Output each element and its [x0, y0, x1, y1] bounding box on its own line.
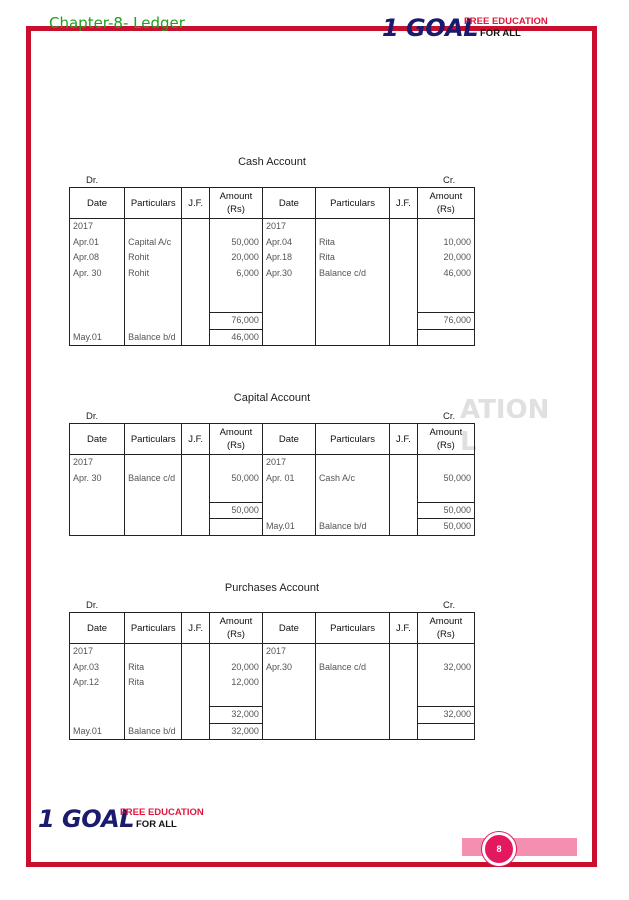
jf-cell [182, 519, 210, 536]
amount-cell [417, 329, 474, 346]
brand-name: 1 GOAL [38, 805, 135, 833]
ledger-row [70, 691, 475, 707]
date-cell: 2017 [70, 644, 125, 660]
date-cell: 2017 [262, 455, 315, 471]
particulars-cell [125, 519, 182, 536]
particulars-cell [125, 455, 182, 471]
amount-cell [209, 519, 262, 536]
date-cell [70, 313, 125, 330]
jf-cell [182, 266, 210, 282]
particulars-cell: Rohit [125, 250, 182, 266]
credit-label: Cr. [443, 175, 456, 186]
particulars-cell: Balance c/d [315, 660, 389, 676]
jf-cell [182, 313, 210, 330]
jf-cell [182, 329, 210, 346]
jf-cell [182, 502, 210, 519]
watermark-line-1: ATION [460, 395, 550, 425]
amount-cell [417, 486, 474, 502]
particulars-cell [315, 644, 389, 660]
column-header: Amount (Rs) [417, 613, 474, 644]
particulars-cell: Cash A/c [315, 471, 389, 487]
date-cell: Apr.30 [262, 266, 315, 282]
date-cell: May.01 [70, 329, 125, 346]
amount-cell: 46,000 [417, 266, 474, 282]
debit-label: Dr. [86, 411, 99, 422]
amount-cell: 32,000 [209, 707, 262, 724]
column-header: J.F. [390, 424, 418, 455]
jf-cell [390, 660, 418, 676]
amount-cell: 76,000 [209, 313, 262, 330]
jf-cell [390, 329, 418, 346]
date-cell [70, 297, 125, 313]
column-header: Particulars [315, 613, 389, 644]
ledger-row [70, 219, 475, 235]
jf-cell [182, 219, 210, 235]
date-cell [70, 519, 125, 536]
jf-cell [182, 723, 210, 740]
particulars-cell [125, 281, 182, 297]
particulars-cell [125, 502, 182, 519]
jf-cell [390, 691, 418, 707]
date-cell: 2017 [262, 219, 315, 235]
column-header: Date [262, 613, 315, 644]
particulars-cell [125, 297, 182, 313]
ledger-table [69, 187, 475, 346]
page-number-strip [462, 838, 577, 856]
jf-cell [390, 707, 418, 724]
debit-label: Dr. [86, 175, 99, 186]
particulars-cell [315, 329, 389, 346]
jf-cell [390, 235, 418, 251]
jf-cell [390, 297, 418, 313]
amount-cell [209, 281, 262, 297]
date-cell [262, 313, 315, 330]
particulars-cell: Rita [315, 250, 389, 266]
column-header: Particulars [315, 424, 389, 455]
amount-cell: 20,000 [417, 250, 474, 266]
amount-cell [417, 691, 474, 707]
amount-cell [417, 455, 474, 471]
watermark-line-2: L [460, 427, 477, 457]
column-header: Particulars [125, 188, 182, 219]
date-cell [70, 486, 125, 502]
date-cell: Apr.30 [262, 660, 315, 676]
particulars-cell [315, 723, 389, 740]
ledger-row [70, 723, 475, 740]
brand-name: 1 GOAL [382, 14, 479, 42]
jf-cell [390, 313, 418, 330]
ledger-table [69, 423, 475, 536]
particulars-cell: Balance b/d [125, 723, 182, 740]
particulars-cell: Capital A/c [125, 235, 182, 251]
date-cell: Apr. 30 [70, 471, 125, 487]
amount-cell: 50,000 [209, 502, 262, 519]
account-title: Capital Account [233, 392, 311, 404]
particulars-cell [315, 219, 389, 235]
column-header: Date [262, 424, 315, 455]
column-header: Amount (Rs) [209, 424, 262, 455]
column-header: Particulars [125, 424, 182, 455]
ledger-row [70, 486, 475, 502]
date-cell: May.01 [70, 723, 125, 740]
amount-cell [209, 644, 262, 660]
date-cell: Apr.04 [262, 235, 315, 251]
column-header: Amount (Rs) [209, 188, 262, 219]
ledger-row [70, 675, 475, 691]
particulars-cell [315, 281, 389, 297]
date-cell [262, 502, 315, 519]
brand-tagline-bottom: FOR ALL [136, 819, 177, 830]
particulars-cell [125, 707, 182, 724]
date-cell [70, 707, 125, 724]
page-number-badge: 8 [482, 832, 516, 866]
ledger-table [69, 612, 475, 740]
particulars-cell [315, 675, 389, 691]
ledger-row [70, 297, 475, 313]
amount-cell: 32,000 [417, 660, 474, 676]
amount-cell [209, 455, 262, 471]
amount-cell [209, 219, 262, 235]
jf-cell [182, 644, 210, 660]
particulars-cell: Rita [315, 235, 389, 251]
date-cell: Apr.08 [70, 250, 125, 266]
column-header: J.F. [390, 613, 418, 644]
date-cell [262, 691, 315, 707]
date-cell [262, 707, 315, 724]
jf-cell [182, 250, 210, 266]
ledger-row [70, 235, 475, 251]
brand-tagline-bottom: FOR ALL [480, 28, 521, 39]
jf-cell [182, 455, 210, 471]
particulars-cell [315, 486, 389, 502]
particulars-cell [315, 691, 389, 707]
column-header: Date [70, 188, 125, 219]
column-header: Particulars [125, 613, 182, 644]
brand-tagline-top: FREE EDUCATION [464, 16, 548, 27]
amount-cell [417, 644, 474, 660]
jf-cell [390, 502, 418, 519]
date-cell: Apr. 30 [70, 266, 125, 282]
jf-cell [182, 675, 210, 691]
jf-cell [182, 281, 210, 297]
date-cell: 2017 [70, 219, 125, 235]
particulars-cell [315, 313, 389, 330]
date-cell [70, 502, 125, 519]
jf-cell [182, 660, 210, 676]
ledger-row [70, 266, 475, 282]
ledger-row [70, 250, 475, 266]
amount-cell: 76,000 [417, 313, 474, 330]
particulars-cell [315, 502, 389, 519]
date-cell [262, 281, 315, 297]
date-cell: Apr.03 [70, 660, 125, 676]
jf-cell [390, 486, 418, 502]
jf-cell [390, 219, 418, 235]
amount-cell: 50,000 [417, 502, 474, 519]
brand-tagline-top: FREE EDUCATION [120, 807, 204, 818]
date-cell [70, 281, 125, 297]
column-header: Date [70, 613, 125, 644]
amount-cell [417, 675, 474, 691]
jf-cell [390, 519, 418, 536]
jf-cell [390, 250, 418, 266]
date-cell [262, 675, 315, 691]
column-header: J.F. [182, 613, 210, 644]
date-cell [262, 723, 315, 740]
jf-cell [182, 471, 210, 487]
particulars-cell: Rita [125, 675, 182, 691]
jf-cell [182, 486, 210, 502]
column-header: Amount (Rs) [417, 424, 474, 455]
column-header: Particulars [315, 188, 389, 219]
date-cell [262, 329, 315, 346]
column-header: J.F. [182, 188, 210, 219]
amount-cell [417, 723, 474, 740]
jf-cell [182, 297, 210, 313]
amount-cell [209, 486, 262, 502]
date-cell: 2017 [262, 644, 315, 660]
date-cell: Apr.12 [70, 675, 125, 691]
jf-cell [390, 266, 418, 282]
ledger-row [70, 313, 475, 330]
amount-cell: 20,000 [209, 250, 262, 266]
ledger-row [70, 707, 475, 724]
jf-cell [390, 281, 418, 297]
ledger-row [70, 644, 475, 660]
ledger-row [70, 455, 475, 471]
account-title: Purchases Account [224, 582, 320, 594]
particulars-cell [125, 644, 182, 660]
amount-cell: 32,000 [209, 723, 262, 740]
column-header: Date [70, 424, 125, 455]
credit-label: Cr. [443, 600, 456, 611]
ledger-row [70, 502, 475, 519]
amount-cell: 12,000 [209, 675, 262, 691]
particulars-cell: Rohit [125, 266, 182, 282]
particulars-cell [315, 707, 389, 724]
amount-cell: 50,000 [209, 235, 262, 251]
credit-label: Cr. [443, 411, 456, 422]
particulars-cell [125, 313, 182, 330]
particulars-cell: Balance c/d [315, 266, 389, 282]
particulars-cell [125, 486, 182, 502]
ledger-row [70, 519, 475, 536]
column-header: Amount (Rs) [417, 188, 474, 219]
amount-cell: 32,000 [417, 707, 474, 724]
particulars-cell: Balance c/d [125, 471, 182, 487]
jf-cell [390, 723, 418, 740]
particulars-cell: Balance b/d [125, 329, 182, 346]
amount-cell: 10,000 [417, 235, 474, 251]
particulars-cell [315, 297, 389, 313]
column-header: Date [262, 188, 315, 219]
jf-cell [390, 471, 418, 487]
amount-cell: 50,000 [209, 471, 262, 487]
column-header: J.F. [182, 424, 210, 455]
amount-cell: 6,000 [209, 266, 262, 282]
brand-logo-top [382, 14, 548, 42]
amount-cell: 20,000 [209, 660, 262, 676]
amount-cell [417, 219, 474, 235]
date-cell [70, 691, 125, 707]
particulars-cell: Rita [125, 660, 182, 676]
date-cell: Apr. 01 [262, 471, 315, 487]
amount-cell: 50,000 [417, 519, 474, 536]
ledger-row [70, 471, 475, 487]
amount-cell [417, 297, 474, 313]
chapter-heading: Chapter-8- Ledger [49, 14, 185, 32]
particulars-cell [125, 691, 182, 707]
amount-cell [417, 281, 474, 297]
jf-cell [182, 235, 210, 251]
column-header: Amount (Rs) [209, 613, 262, 644]
jf-cell [390, 644, 418, 660]
ledger-row [70, 329, 475, 346]
jf-cell [390, 455, 418, 471]
amount-cell [209, 691, 262, 707]
date-cell: 2017 [70, 455, 125, 471]
jf-cell [182, 707, 210, 724]
date-cell [262, 297, 315, 313]
date-cell: May.01 [262, 519, 315, 536]
date-cell: Apr.01 [70, 235, 125, 251]
particulars-cell: Balance b/d [315, 519, 389, 536]
amount-cell [209, 297, 262, 313]
amount-cell: 50,000 [417, 471, 474, 487]
ledger-row [70, 660, 475, 676]
account-title: Cash Account [238, 156, 306, 168]
amount-cell: 46,000 [209, 329, 262, 346]
particulars-cell [315, 455, 389, 471]
date-cell: Apr.18 [262, 250, 315, 266]
brand-logo-bottom [38, 805, 204, 833]
jf-cell [390, 675, 418, 691]
date-cell [262, 486, 315, 502]
ledger-row [70, 281, 475, 297]
particulars-cell [125, 219, 182, 235]
debit-label: Dr. [86, 600, 99, 611]
column-header: J.F. [390, 188, 418, 219]
jf-cell [182, 691, 210, 707]
